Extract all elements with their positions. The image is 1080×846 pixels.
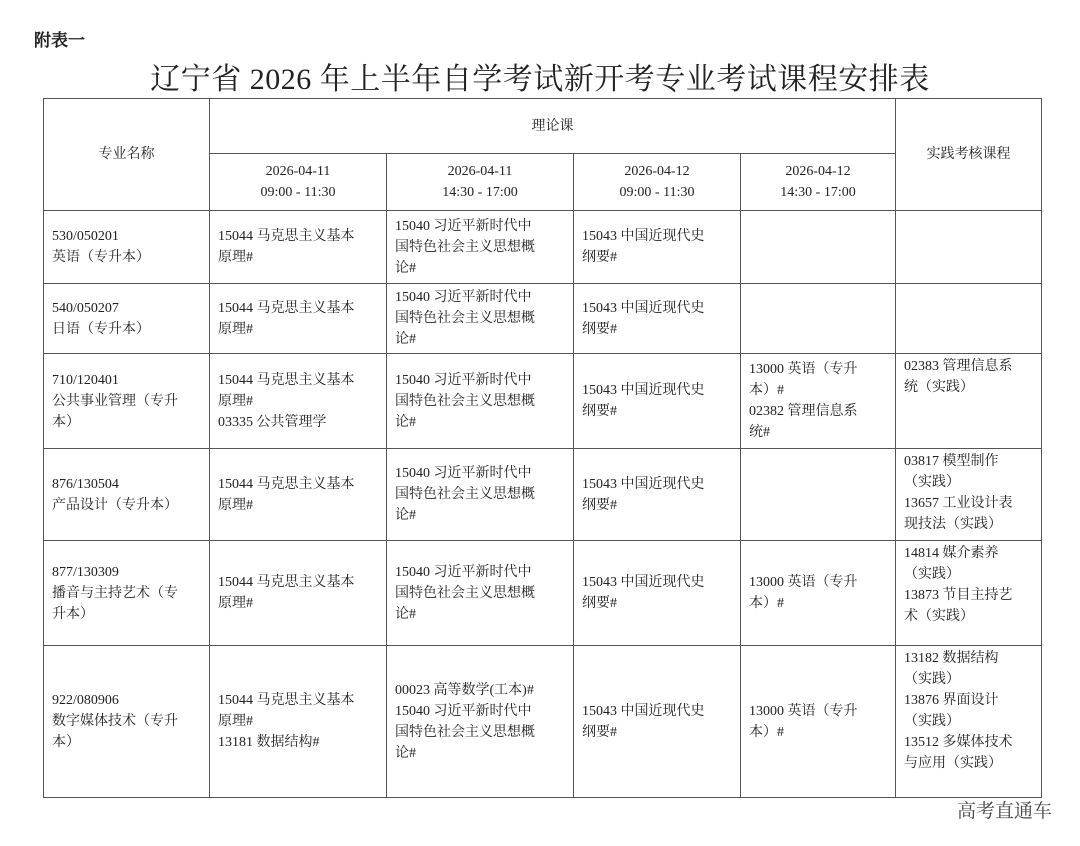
header-session: 2026-04-11 14:30 - 17:00 bbox=[387, 154, 574, 211]
attachment-label: 附表一 bbox=[34, 31, 85, 51]
watermark: 高考直通车 bbox=[956, 800, 1052, 822]
course-cell: 15044 马克思主义基本 原理# bbox=[210, 541, 387, 646]
practice-cell: 02383 管理信息系 统（实践） bbox=[896, 354, 1042, 449]
course-cell: 15043 中国近现代史 纲要# bbox=[574, 449, 741, 541]
header-major: 专业名称 bbox=[44, 99, 210, 211]
major-cell: 530/050201 英语（专升本） bbox=[44, 211, 210, 284]
practice-cell bbox=[896, 284, 1042, 354]
table-row bbox=[44, 646, 1042, 798]
course-cell: 15044 马克思主义基本 原理# bbox=[210, 284, 387, 354]
course-cell: 15040 习近平新时代中 国特色社会主义思想概 论# bbox=[387, 284, 574, 354]
course-cell: 15040 习近平新时代中 国特色社会主义思想概 论# bbox=[387, 211, 574, 284]
course-cell: 15043 中国近现代史 纲要# bbox=[574, 211, 741, 284]
table-row bbox=[44, 354, 1042, 449]
practice-cell: 13182 数据结构 （实践） 13876 界面设计 （实践） 13512 多媒体技术 与应用（实践） bbox=[896, 646, 1042, 798]
practice-cell: 03817 模型制作 （实践） 13657 工业设计表 现技法（实践） bbox=[896, 449, 1042, 541]
course-cell: 13000 英语（专升 本）# 02382 管理信息系 统# bbox=[741, 354, 896, 449]
major-cell: 540/050207 日语（专升本） bbox=[44, 284, 210, 354]
practice-cell bbox=[896, 211, 1042, 284]
course-cell: 15044 马克思主义基本 原理# bbox=[210, 449, 387, 541]
table-row bbox=[44, 284, 1042, 354]
course-cell: 13000 英语（专升 本）# bbox=[741, 541, 896, 646]
course-cell: 00023 高等数学(工本)# 15040 习近平新时代中 国特色社会主义思想概 论# bbox=[387, 646, 574, 798]
course-cell: 15040 习近平新时代中 国特色社会主义思想概 论# bbox=[387, 354, 574, 449]
course-cell: 15043 中国近现代史 纲要# bbox=[574, 646, 741, 798]
header-practice: 实践考核课程 bbox=[896, 99, 1042, 211]
header-session: 2026-04-11 09:00 - 11:30 bbox=[210, 154, 387, 211]
course-cell: 15043 中国近现代史 纲要# bbox=[574, 541, 741, 646]
course-cell: 15044 马克思主义基本 原理# 13181 数据结构# bbox=[210, 646, 387, 798]
header-session: 2026-04-12 14:30 - 17:00 bbox=[741, 154, 896, 211]
course-cell: 15044 马克思主义基本 原理# bbox=[210, 211, 387, 284]
major-cell: 710/120401 公共事业管理（专升 本） bbox=[44, 354, 210, 449]
table-row bbox=[44, 449, 1042, 541]
header-session: 2026-04-12 09:00 - 11:30 bbox=[574, 154, 741, 211]
course-cell: 15040 习近平新时代中 国特色社会主义思想概 论# bbox=[387, 449, 574, 541]
course-cell: 15040 习近平新时代中 国特色社会主义思想概 论# bbox=[387, 541, 574, 646]
major-cell: 922/080906 数字媒体技术（专升 本） bbox=[44, 646, 210, 798]
practice-cell: 14814 媒介素养 （实践） 13873 节目主持艺 术（实践） bbox=[896, 541, 1042, 646]
header-theory: 理论课 bbox=[210, 99, 896, 154]
table-row bbox=[44, 541, 1042, 646]
page-title: 辽宁省 2026 年上半年自学考试新开考专业考试课程安排表 bbox=[150, 63, 930, 96]
course-cell: 13000 英语（专升 本）# bbox=[741, 646, 896, 798]
course-cell: 15044 马克思主义基本 原理# 03335 公共管理学 bbox=[210, 354, 387, 449]
course-cell bbox=[741, 284, 896, 354]
major-cell: 876/130504 产品设计（专升本） bbox=[44, 449, 210, 541]
course-cell: 15043 中国近现代史 纲要# bbox=[574, 354, 741, 449]
exam-schedule-table bbox=[43, 98, 1042, 798]
table-row bbox=[44, 211, 1042, 284]
course-cell bbox=[741, 449, 896, 541]
course-cell: 15043 中国近现代史 纲要# bbox=[574, 284, 741, 354]
course-cell bbox=[741, 211, 896, 284]
major-cell: 877/130309 播音与主持艺术（专 升本） bbox=[44, 541, 210, 646]
